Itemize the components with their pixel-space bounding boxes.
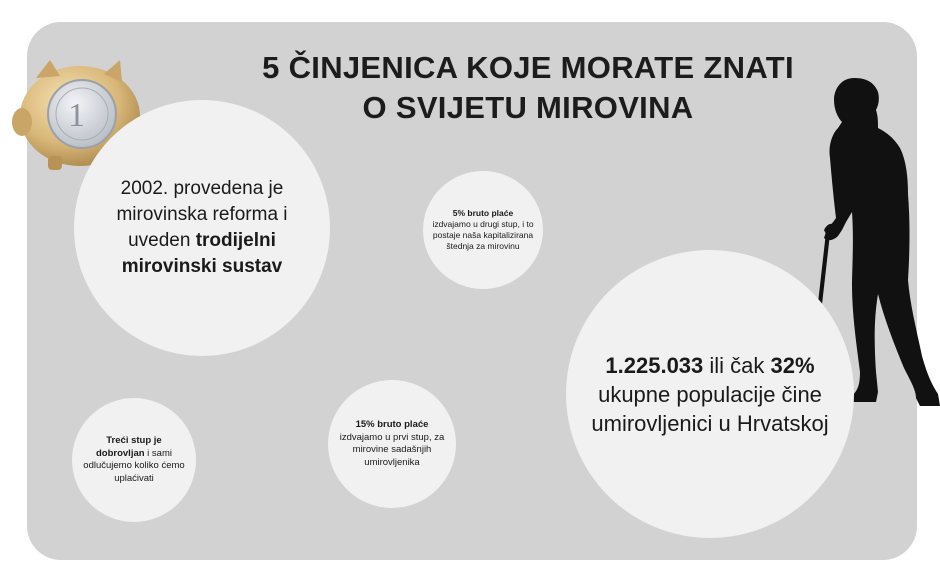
title-line-2: O SVIJETU MIROVINA — [362, 90, 694, 125]
fact-first-pillar-regular: izdvajamo u prvi stup, za mirovine sadašnjih umirovljenika — [339, 431, 445, 468]
fact-pensioners-text — [590, 351, 830, 438]
fact-reform-bold: trodijelni mirovinski sustav — [121, 230, 283, 277]
fact-third-pillar-text — [82, 435, 186, 485]
fact-pensioners-percent: 32% — [770, 352, 815, 378]
fact-pensioners-circle — [566, 250, 854, 538]
page-title — [248, 48, 808, 128]
svg-text:1: 1 — [68, 97, 85, 134]
fact-second-pillar-circle — [423, 171, 543, 289]
fact-first-pillar-circle — [328, 380, 456, 508]
fact-third-pillar-regular: i sami odlučujemo koliko ćemo uplaćivati — [83, 447, 185, 484]
fact-second-pillar-regular: izdvajamo u drugi stup, i to postaje naša kapitalizirana štednja za mirovinu — [432, 219, 534, 251]
fact-reform-regular: 2002. provedena je mirovinska reforma i uveden — [116, 178, 288, 251]
title-line-1: 5 ČINJENICA KOJE MORATE ZNATI — [262, 50, 794, 85]
fact-first-pillar-bold: 15% bruto plaće — [355, 419, 429, 430]
fact-pensioners-count: 1.225.033 — [605, 352, 704, 378]
fact-second-pillar-text — [431, 208, 535, 252]
fact-third-pillar-bold: Treći stup je dobrovljan — [95, 435, 162, 459]
fact-reform-text — [94, 176, 310, 280]
fact-third-pillar-circle — [72, 398, 196, 522]
fact-pensioners-regular: ukupne populacije čine umirovljenici u Hrvatskoj — [591, 381, 829, 436]
fact-first-pillar-text — [338, 419, 446, 469]
fact-second-pillar-bold: 5% bruto plaće — [452, 208, 514, 218]
fact-reform-circle — [74, 100, 330, 356]
fact-pensioners-connector: ili čak — [703, 352, 771, 378]
